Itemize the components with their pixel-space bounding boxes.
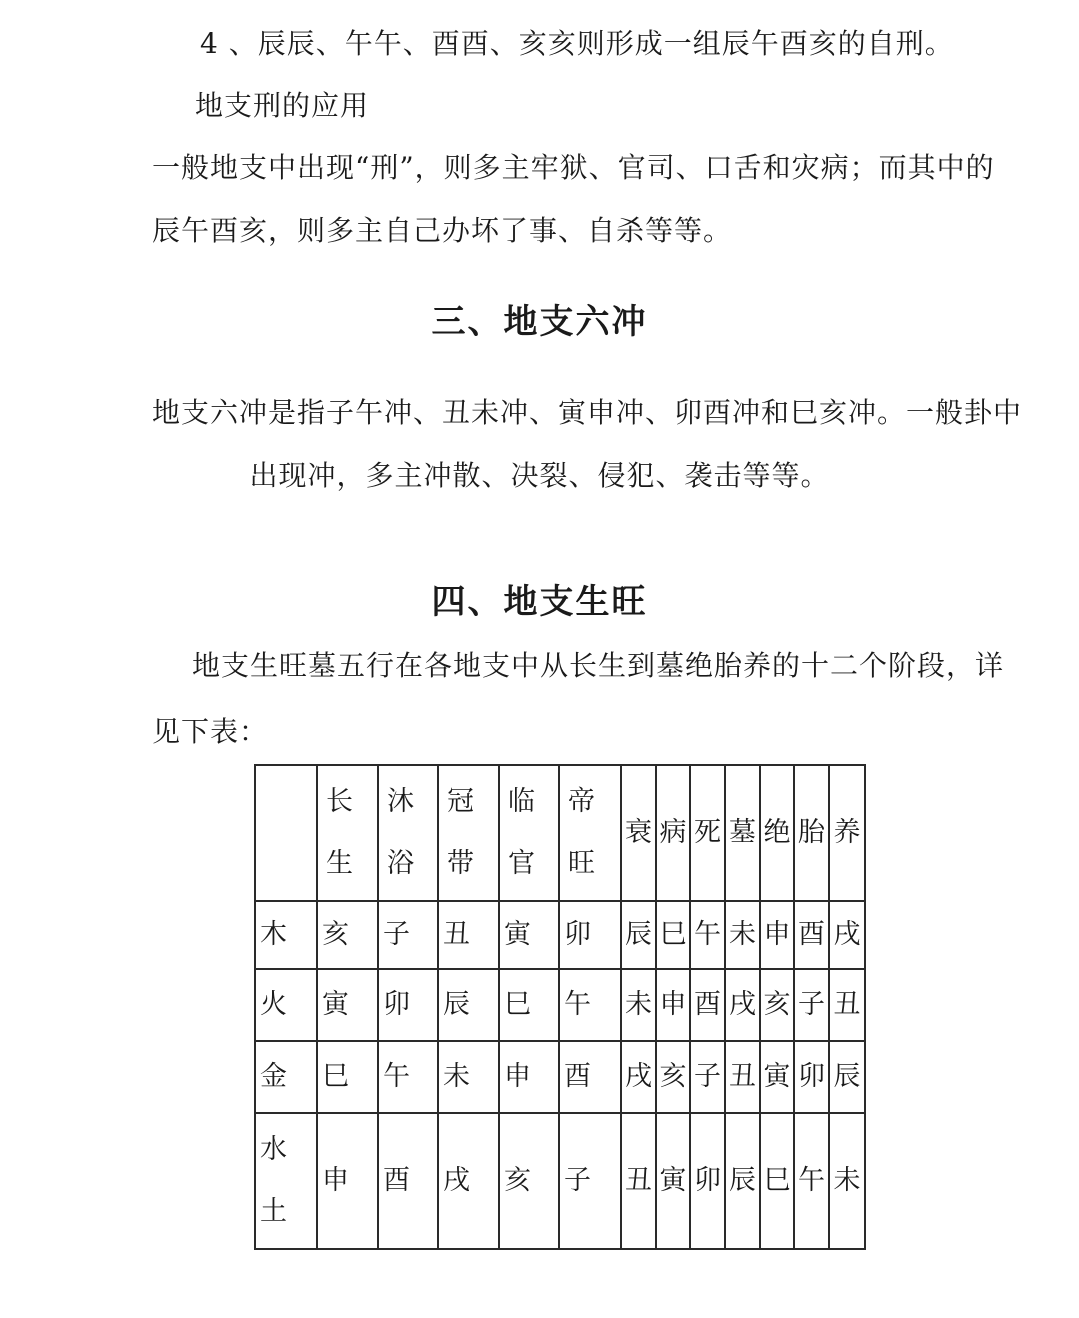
branch-cell: 寅 [499, 901, 559, 969]
header-char: 官 [508, 848, 535, 879]
branch-cell: 戌 [438, 1113, 499, 1249]
header-cell [378, 765, 438, 901]
branch-cell: 丑 [438, 901, 499, 969]
branch-cell: 辰 [829, 1041, 865, 1113]
branch-cell: 午 [378, 1041, 438, 1113]
branch-cell: 子 [690, 1041, 725, 1113]
element-char: 土 [260, 1196, 287, 1227]
branch-cell: 辰 [621, 901, 656, 969]
branch-cell: 子 [378, 901, 438, 969]
header-cell [317, 765, 378, 901]
header-char: 冠 [447, 786, 474, 817]
branch-cell: 子 [794, 969, 829, 1041]
paragraph-punishment-line-2: 辰午酉亥，则多主自己办坏了事、自杀等等。 [152, 214, 733, 247]
branch-cell: 酉 [378, 1113, 438, 1249]
branch-cell: 丑 [829, 969, 865, 1041]
header-char: 病 [659, 817, 687, 848]
element-cell [255, 1113, 317, 1249]
branch-cell: 丑 [725, 1041, 760, 1113]
header-cell [656, 765, 690, 901]
branch-cell: 卯 [378, 969, 438, 1041]
paragraph-self-punishment: 4 、辰辰、午午、酉酉、亥亥则形成一组辰午酉亥的自刑。 [200, 27, 954, 60]
branch-cell: 巳 [499, 969, 559, 1041]
branch-cell: 亥 [499, 1113, 559, 1249]
subheading-punishment-application: 地支刑的应用 [195, 89, 370, 122]
header-char: 临 [508, 786, 535, 817]
branch-cell: 亥 [317, 901, 378, 969]
header-char: 墓 [729, 817, 756, 848]
corner-cell [255, 765, 317, 901]
header-cell [794, 765, 829, 901]
header-char: 养 [833, 817, 861, 848]
header-cell [621, 765, 656, 901]
branch-cell: 申 [499, 1041, 559, 1113]
branch-cell: 酉 [690, 969, 725, 1041]
section-four-line-1: 地支生旺墓五行在各地支中从长生到墓绝胎养的十二个阶段，详 [192, 649, 1005, 682]
branch-cell: 巳 [317, 1041, 378, 1113]
section-four-heading: 四、地支生旺 [431, 582, 648, 622]
element-char: 火 [260, 989, 287, 1020]
header-char: 死 [694, 817, 721, 848]
branch-cell: 戌 [725, 969, 760, 1041]
header-char: 沐 [387, 786, 414, 817]
header-char: 旺 [568, 848, 595, 879]
header-cell [829, 765, 865, 901]
branch-cell: 丑 [621, 1113, 656, 1249]
branch-cell: 巳 [760, 1113, 794, 1249]
branch-cell: 午 [794, 1113, 829, 1249]
section-three-line-2: 出现冲，多主冲散、决裂、侵犯、袭击等等。 [249, 459, 830, 492]
header-char: 胎 [798, 817, 825, 848]
section-three-line-1: 地支六冲是指子午冲、丑未冲、寅申冲、卯酉冲和巳亥冲。一般卦中 [152, 396, 1023, 429]
branch-cell: 寅 [760, 1041, 794, 1113]
branch-cell: 酉 [559, 1041, 621, 1113]
section-three-heading: 三、地支六冲 [431, 302, 648, 342]
branch-cell: 未 [438, 1041, 499, 1113]
header-char: 帝 [568, 786, 595, 817]
header-cell [760, 765, 794, 901]
branch-cell: 午 [559, 969, 621, 1041]
branch-cell: 亥 [656, 1041, 690, 1113]
element-char: 木 [260, 919, 287, 950]
header-char: 生 [326, 848, 353, 879]
header-char: 浴 [387, 848, 414, 879]
element-cell [255, 969, 317, 1041]
table-row [255, 1113, 865, 1249]
header-char: 长 [326, 786, 353, 817]
header-cell [725, 765, 760, 901]
header-cell [690, 765, 725, 901]
branch-cell: 寅 [317, 969, 378, 1041]
header-cell [499, 765, 559, 901]
section-four-line-2: 见下表： [152, 715, 269, 748]
branch-cell: 卯 [794, 1041, 829, 1113]
table-body [255, 765, 865, 1249]
branch-cell: 酉 [794, 901, 829, 969]
branch-cell: 未 [829, 1113, 865, 1249]
element-cell [255, 1041, 317, 1113]
branch-cell: 午 [690, 901, 725, 969]
branch-cell: 申 [317, 1113, 378, 1249]
element-char: 金 [260, 1061, 287, 1092]
paragraph-punishment-line-1: 一般地支中出现“刑”，则多主牢狱、官司、口舌和灾病；而其中的 [152, 151, 995, 184]
table-row [255, 901, 865, 969]
branch-cell: 巳 [656, 901, 690, 969]
branch-cell: 申 [760, 901, 794, 969]
element-cell [255, 901, 317, 969]
branch-cell: 辰 [438, 969, 499, 1041]
branch-cell: 未 [725, 901, 760, 969]
branch-cell: 卯 [690, 1113, 725, 1249]
branch-cell: 申 [656, 969, 690, 1041]
branch-cell: 亥 [760, 969, 794, 1041]
branch-cell: 未 [621, 969, 656, 1041]
header-cell [438, 765, 499, 901]
table-header-row [255, 765, 865, 901]
element-char: 水 [260, 1134, 287, 1165]
table-row [255, 969, 865, 1041]
header-char: 绝 [763, 817, 791, 848]
header-char: 衰 [625, 817, 652, 848]
branch-cell: 寅 [656, 1113, 690, 1249]
branch-cell: 戌 [621, 1041, 656, 1113]
branch-cell: 辰 [725, 1113, 760, 1249]
header-cell [559, 765, 621, 901]
header-char: 带 [447, 848, 474, 879]
branch-cell: 子 [559, 1113, 621, 1249]
branch-cell: 戌 [829, 901, 865, 969]
table-row [255, 1041, 865, 1113]
branch-cell: 卯 [559, 901, 621, 969]
growth-stages-table [254, 764, 866, 1250]
